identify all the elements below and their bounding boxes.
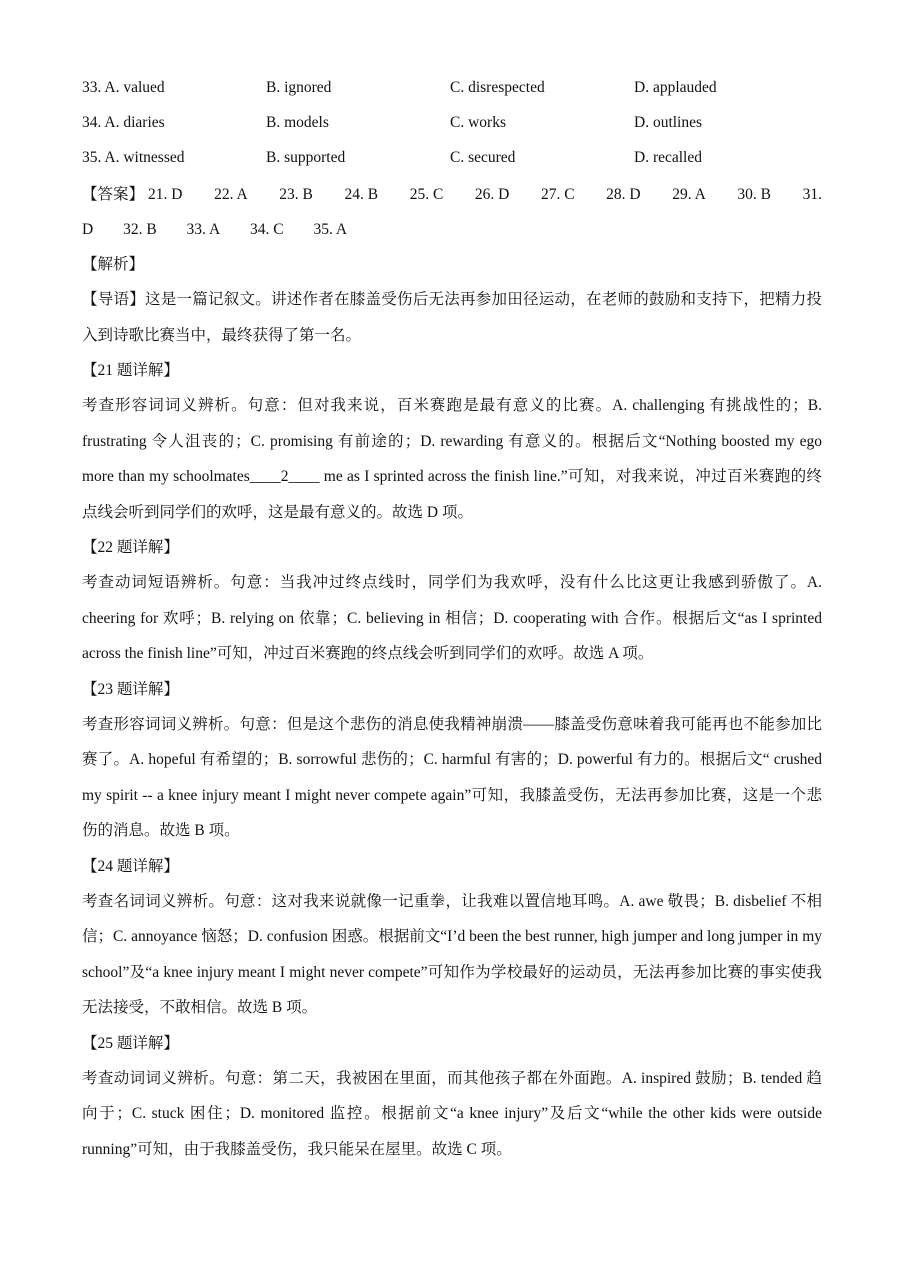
answer-key [82,177,822,247]
option-35-b: B. supported [266,149,346,166]
answer-item: 35. A [313,221,348,238]
question-25-heading: 【25 题详解】 [82,1034,179,1052]
question-21-heading: 【21 题详解】 [82,362,179,379]
answer-item: 31. [802,186,822,203]
question-35-options [82,142,822,177]
option-33-d: D. applauded [634,79,717,96]
answer-item: 34. C [250,221,284,238]
answer-item: 25. C [409,186,444,203]
answer-item: 23. B [279,186,313,203]
answer-item: 30. B [737,186,772,203]
guide-paragraph: 【导语】这是一篇记叙文。讲述作者在膝盖受伤后无法再参加田径运动，在老师的鼓励和支持下，把精力投入到诗歌比赛当中，最终获得了第一名。 [82,291,822,344]
answer-item: D [82,221,94,238]
option-35-a: 35. A. witnessed [82,149,185,166]
answer-key-row-2 [82,212,822,247]
option-34-b: B. models [266,114,329,131]
question-34-options [82,107,822,142]
option-34-a: 34. A. diaries [82,114,165,131]
answer-item: 26. D [474,186,510,203]
answer-item: 33. A [186,221,221,238]
question-23-heading: 【23 题详解】 [82,680,179,698]
question-25-explanation: 考查动词词义辨析。句意：第二天，我被困在里面，而其他孩子都在外面跑。A. inspired 鼓励；B. tended 趋向于；C. stuck 困住；D. monitored 监控。根据前文“a knee injury”及后文“while the other kids were outside running”可知，由于我膝盖受伤，我只能呆在屋里。故选 C 项。 [82,1069,822,1158]
option-35-c: C. secured [450,149,516,166]
option-34-c: C. works [450,114,506,131]
question-33-options [82,72,822,107]
answer-key-row-1 [82,177,822,212]
question-22-explanation: 考查动词短语辨析。句意：当我冲过终点线时，同学们为我欢呼，没有什么比这更让我感到骄傲了。A. cheering for 欢呼；B. relying on 依靠；C. believing in 相信；D. cooperating with 合作。根据后文“as I sprinted across the finish line”可知，冲过百米赛跑的终点线会听到同学们的欢呼。故选 A 项。 [82,574,822,662]
answer-item: 【答案】 21. D [82,186,183,203]
document-page [82,72,822,1167]
answer-label: 【答案】 [82,186,145,203]
question-22-heading: 【22 题详解】 [82,539,179,556]
question-23-explanation: 考查形容词词义辨析。句意：但是这个悲伤的消息使我精神崩溃——膝盖受伤意味着我可能再也不能参加比赛了。A. hopeful 有希望的；B. sorrowful 悲伤的；C. harmful 有害的；D. powerful 有力的。根据后文“ crushed my spirit -- a knee injury meant I might never compete again”可知，我膝盖受伤，无法再参加比赛，这是一个悲伤的消息。故选 B 项。 [82,715,822,839]
option-35-d: D. recalled [634,149,702,166]
option-34-d: D. outlines [634,114,703,131]
answer-item: 28. D [606,186,641,203]
answer-item: 27. C [540,186,575,203]
question-24-explanation: 考查名词词义辨析。句意：这对我来说就像一记重拳，让我难以置信地耳鸣。A. awe 敬畏；B. disbelief 不相信；C. annoyance 恼怒；D. confusion 困惑。根据前文“I’d been the best runner, high jumper and long jumper in my school”及“a knee injury meant I might never compete”可知作为学校最好的运动员，无法再参加比赛的事实使我无法接受，不敢相信。故选 B 项。 [82,892,822,1016]
answer-item: 24. B [344,186,379,203]
answer-item: 32. B [123,221,157,238]
option-33-a: 33. A. valued [82,79,165,96]
option-33-c: C. disrespected [450,79,545,96]
analysis-label: 【解析】 [82,256,145,273]
option-33-b: B. ignored [266,79,332,96]
answer-item: 22. A [214,186,248,203]
answer-item: 29. A [672,186,706,203]
question-21-explanation: 考查形容词词义辨析。句意：但对我来说，百米赛跑是最有意义的比赛。A. challenging 有挑战性的；B. frustrating 令人沮丧的；C. promising 有前途的；D. rewarding 有意义的。根据后文“Nothing boosted my ego more than my schoolmates____2____ me as I sprinted across the finish line.”可知，对我来说，冲过百米赛跑的终点线会听到同学们的欢呼，这是最有意义的。故选 D 项。 [82,397,822,521]
question-24-heading: 【24 题详解】 [82,857,179,875]
